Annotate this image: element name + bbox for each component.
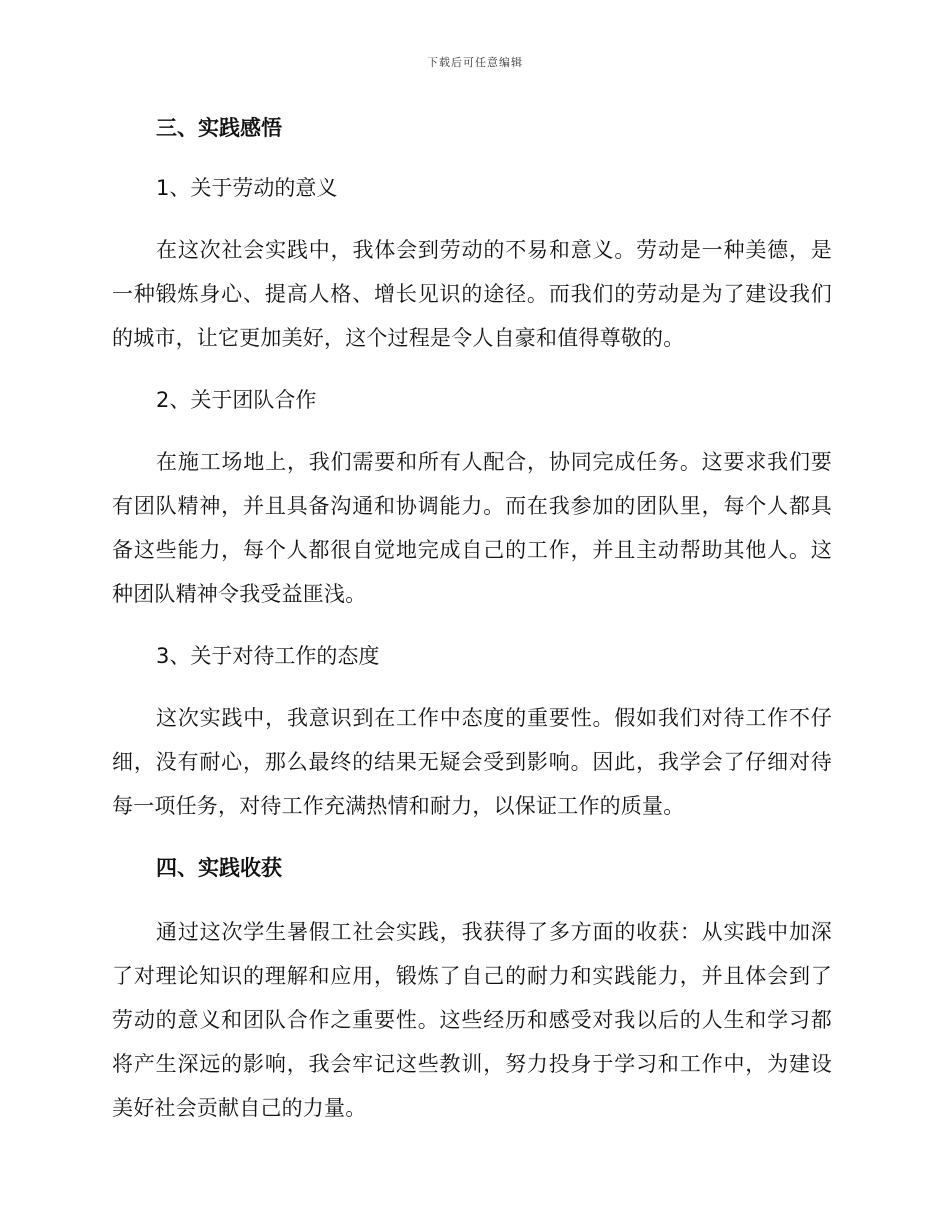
subsection-title-teamwork: 2、关于团队合作 — [156, 388, 317, 412]
subsection-title-attitude: 3、关于对待工作的态度 — [156, 644, 380, 668]
section-title-reflections: 三、实践感悟 — [156, 116, 282, 140]
paragraph-teamwork: 在施工场地上，我们需要和所有人配合，协同完成任务。这要求我们要有团队精神，并且具备沟通和协调能力。而在我参加的团队里，每个人都具备这些能力，每个人都很自觉地完成自己的工作，并且主动帮助其他人。这种团队精神令我受益匪浅。 — [112, 450, 832, 606]
subsection-title-labor: 1、关于劳动的意义 — [156, 176, 338, 200]
document-body — [112, 110, 832, 1152]
page-header-note: 下载后可任意编辑 — [427, 56, 523, 69]
paragraph-attitude: 这次实践中，我意识到在工作中态度的重要性。假如我们对待工作不仔细，没有耐心，那么最终的结果无疑会受到影响。因此，我学会了仔细对待每一项任务，对待工作充满热情和耐力，以保证工作的质量。 — [112, 706, 832, 818]
paragraph-labor: 在这次社会实践中，我体会到劳动的不易和意义。劳动是一种美德，是一种锻炼身心、提高人格、增长见识的途径。而我们的劳动是为了建设我们的城市，让它更加美好，这个过程是令人自豪和值得尊敬的。 — [112, 238, 832, 350]
paragraph-gains: 通过这次学生暑假工社会实践，我获得了多方面的收获：从实践中加深了对理论知识的理解和应用，锻炼了自己的耐力和实践能力，并且体会到了劳动的意义和团队合作之重要性。这些经历和感受对我以后的人生和学习都将产生深远的影响，我会牢记这些教训，努力投身于学习和工作中，为建设美好社会贡献自己的力量。 — [112, 920, 832, 1120]
section-title-gains: 四、实践收获 — [156, 856, 282, 880]
